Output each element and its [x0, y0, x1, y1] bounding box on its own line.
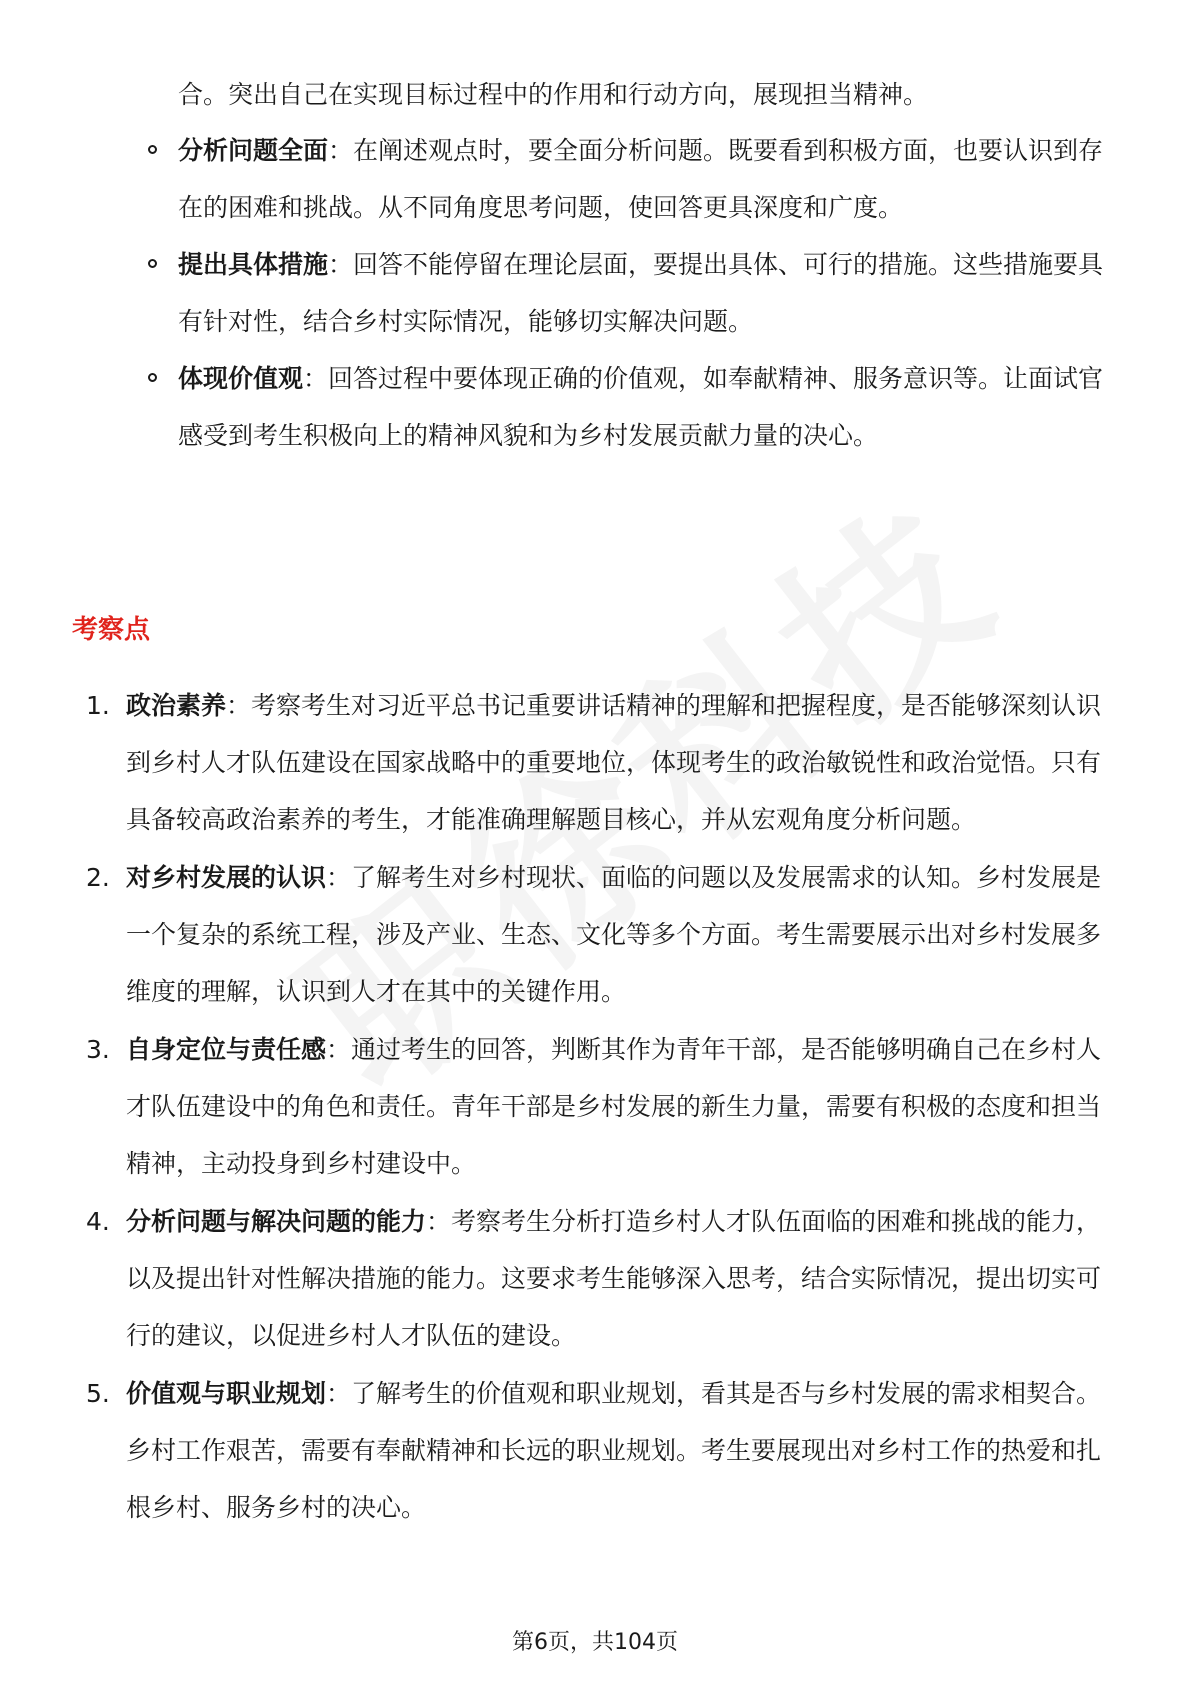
hollow-circle-bullet-icon: [148, 145, 157, 154]
numbered-list: [86, 677, 1118, 1537]
item-number: 4.: [86, 1207, 110, 1236]
item-text: ：在阐述观点时，要全面分析问题。既要看到积极方面，也要认识到存在的困难和挑战。从不同角度思考问题，使回答更具深度和广度。: [178, 136, 1104, 222]
item-number: 1.: [86, 691, 110, 720]
item-number: 3.: [86, 1035, 110, 1064]
continuation-paragraph: 合。突出自己在实现目标过程中的作用和行动方向，展现担当精神。: [178, 80, 929, 109]
item-number: 2.: [86, 863, 110, 892]
item-label: 政治素养: [126, 691, 227, 720]
item-label: 提出具体措施: [178, 250, 329, 279]
item-label: 对乡村发展的认识: [126, 863, 327, 892]
hollow-circle-bullet-icon: [148, 259, 157, 268]
list-item: [146, 350, 1118, 464]
item-number: 5.: [86, 1379, 110, 1408]
item-text: ：考察考生对习近平总书记重要讲话精神的理解和把握程度，是否能够深刻认识到乡村人才队伍建设在国家战略中的重要地位，体现考生的政治敏锐性和政治觉悟。只有具备较高政治素养的考生，才能准确理解题目核心，并从宏观角度分析问题。: [126, 691, 1102, 834]
list-item: [146, 122, 1118, 236]
item-text: ：回答过程中要体现正确的价值观，如奉献精神、服务意识等。让面试官感受到考生积极向上的精神风貌和为乡村发展贡献力量的决心。: [178, 364, 1104, 450]
item-label: 价值观与职业规划: [126, 1379, 327, 1408]
list-item: [86, 849, 1118, 1020]
page-footer: 第6页，共104页: [512, 1630, 678, 1655]
section-heading: 考察点: [72, 615, 151, 645]
item-text: ：通过考生的回答，判断其作为青年干部，是否能够明确自己在乡村人才队伍建设中的角色和责任。青年干部是乡村发展的新生力量，需要有积极的态度和担当精神，主动投身到乡村建设中。: [126, 1035, 1102, 1178]
item-label: 体现价值观: [178, 364, 304, 393]
item-text: ：考察考生分析打造乡村人才队伍面临的困难和挑战的能力，以及提出针对性解决措施的能力。这要求考生能够深入思考，结合实际情况，提出切实可行的建议，以促进乡村人才队伍的建设。: [126, 1207, 1102, 1350]
item-label: 分析问题全面: [178, 136, 329, 165]
hollow-circle-bullet-icon: [148, 373, 157, 382]
item-text: ：了解考生的价值观和职业规划，看其是否与乡村发展的需求相契合。乡村工作艰苦，需要有奉献精神和长远的职业规划。考生要展现出对乡村工作的热爱和扎根乡村、服务乡村的决心。: [126, 1379, 1102, 1522]
list-item: [86, 1193, 1118, 1364]
item-text: ：了解考生对乡村现状、面临的问题以及发展需求的认知。乡村发展是一个复杂的系统工程，涉及产业、生态、文化等多个方面。考生需要展示出对乡村发展多维度的理解，认识到人才在其中的关键作用。: [126, 863, 1102, 1006]
list-item: [86, 1021, 1118, 1192]
item-text: ：回答不能停留在理论层面，要提出具体、可行的措施。这些措施要具有针对性，结合乡村实际情况，能够切实解决问题。: [178, 250, 1104, 336]
list-item: [146, 236, 1118, 350]
list-item: [86, 1365, 1118, 1536]
list-item: [86, 677, 1118, 848]
item-label: 分析问题与解决问题的能力: [126, 1207, 427, 1236]
sub-bullet-list: [146, 122, 1118, 464]
item-label: 自身定位与责任感: [126, 1035, 327, 1064]
